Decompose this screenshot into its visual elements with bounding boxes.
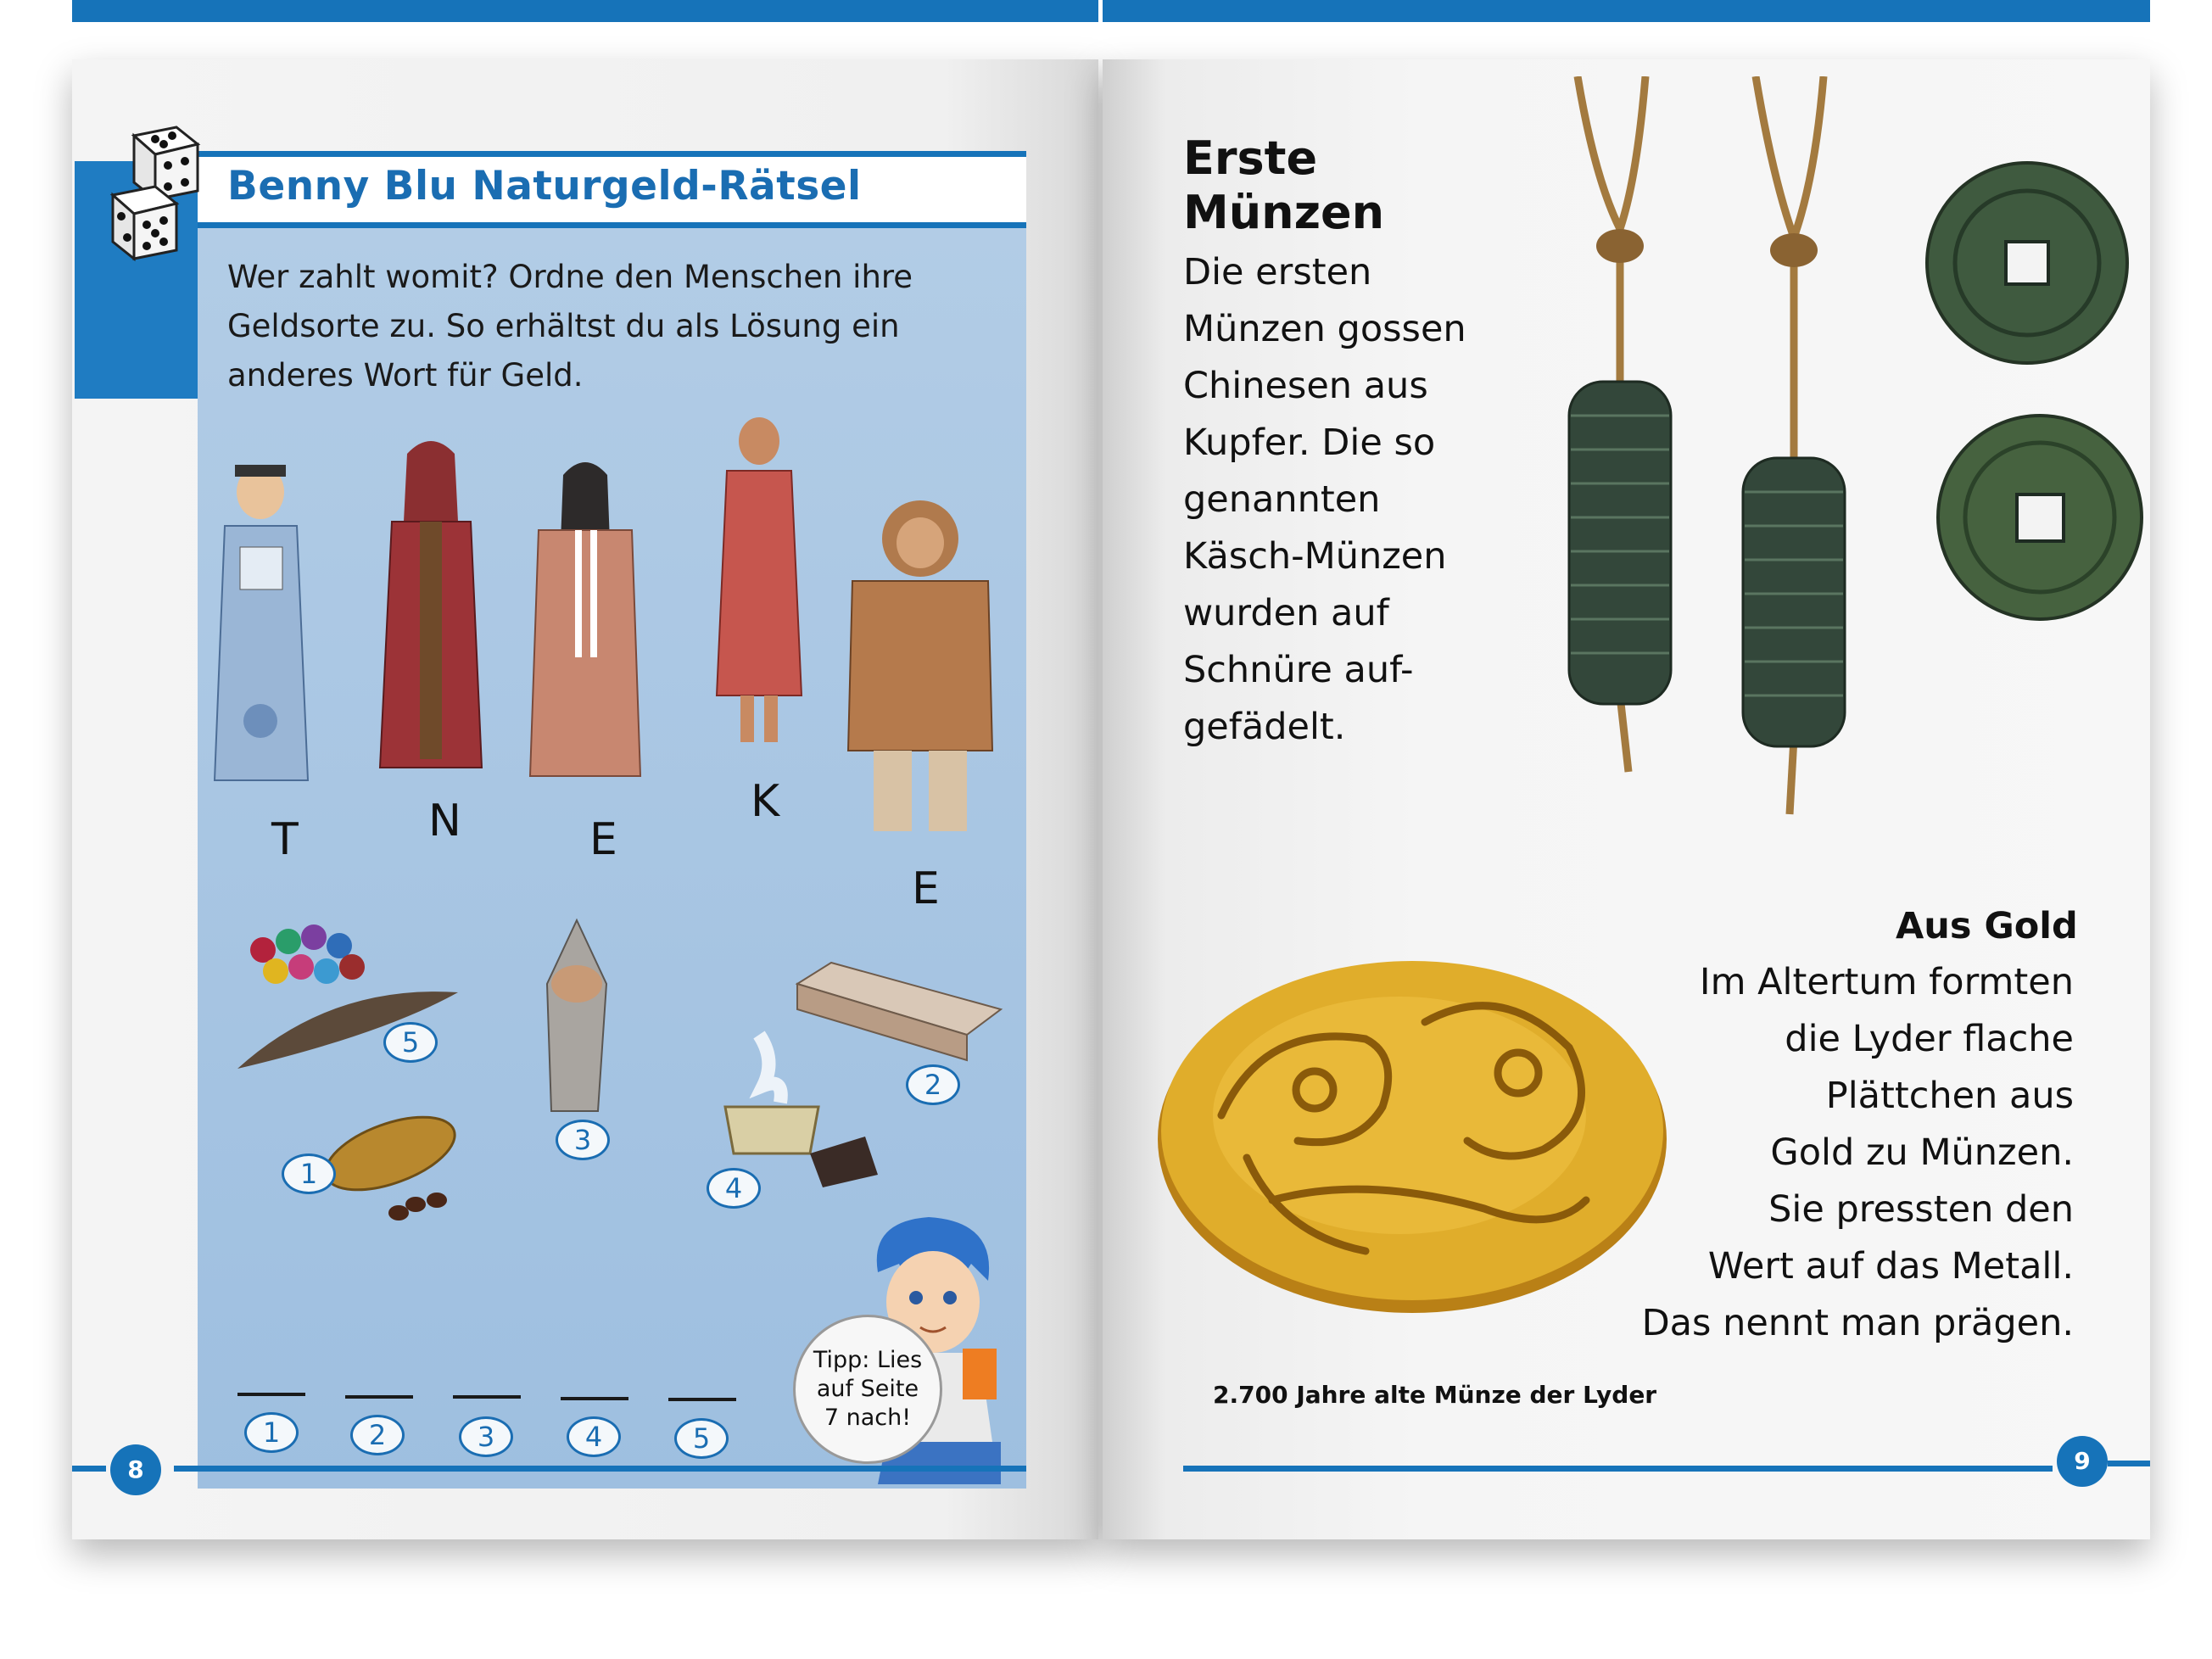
intro-line: anderes Wort für Geld. <box>227 357 584 394</box>
answer-blank[interactable] <box>561 1397 628 1400</box>
intro-line: Wer zahlt womit? Ordne den Menschen ihre <box>227 259 913 295</box>
page-number-left: 8 <box>110 1444 161 1495</box>
body-line: gefädelt. <box>1183 706 1346 748</box>
right-footer-tick <box>2108 1461 2150 1466</box>
cocoa-illustration <box>314 1103 466 1221</box>
right-footer-line <box>1183 1466 2053 1472</box>
item-number-badge: 4 <box>707 1168 761 1209</box>
item-number-badge: 2 <box>906 1064 960 1105</box>
left-footer-tick <box>72 1466 106 1472</box>
answer-blank[interactable] <box>668 1398 736 1401</box>
puzzle-title: Benny Blu Naturgeld-Rätsel <box>227 163 862 209</box>
body-line: Käsch-Münzen <box>1183 535 1447 578</box>
gold-line: Im Altertum formten <box>1699 961 2074 1003</box>
item-number-badge: 1 <box>282 1153 336 1194</box>
person-illustration <box>526 445 645 802</box>
left-footer-line <box>174 1466 1026 1472</box>
gold-line: Wert auf das Metall. <box>1707 1245 2074 1288</box>
tip-line: 7 nach! <box>824 1405 912 1431</box>
tip-bubble <box>793 1315 942 1464</box>
person-illustration <box>373 428 488 785</box>
body-line: Münzen gossen <box>1183 308 1466 350</box>
heading-line: Erste <box>1183 131 1318 185</box>
answer-number-badge: 2 <box>350 1415 405 1455</box>
coin-caption: 2.700 Jahre alte Münze der Lyder <box>1213 1381 1657 1409</box>
letter-4: K <box>751 776 780 827</box>
person-illustration <box>835 496 1005 844</box>
body-line: Schnüre auf- <box>1183 649 1414 691</box>
answer-number-badge: 5 <box>674 1418 729 1459</box>
gold-line: die Lyder flache <box>1785 1018 2074 1060</box>
answer-blank[interactable] <box>453 1395 521 1399</box>
dice-icon <box>109 119 227 263</box>
gold-line: Plättchen aus <box>1825 1075 2074 1117</box>
gold-heading: Aus Gold <box>1896 905 2078 947</box>
lydian-gold-coin-illustration <box>1145 946 1679 1327</box>
body-line: genannten <box>1183 478 1381 521</box>
answer-number-badge: 4 <box>567 1416 621 1457</box>
body-line: Die ersten <box>1183 251 1372 293</box>
puzzle-intro <box>227 253 991 400</box>
intro-line: Geldsorte zu. So erhältst du als Lösung ein <box>227 308 900 344</box>
left-top-bar <box>72 0 1098 22</box>
body-line: Chinesen aus <box>1183 365 1428 407</box>
gold-text <box>1642 954 2074 1352</box>
person-illustration <box>708 407 810 755</box>
gold-line: Gold zu Münzen. <box>1770 1131 2074 1174</box>
chinese-coins-illustration <box>1535 76 2146 840</box>
salt-bar-illustration <box>789 958 1009 1069</box>
dried-fish-illustration <box>534 916 619 1120</box>
answer-number-badge: 3 <box>459 1416 513 1457</box>
person-illustration <box>208 441 314 797</box>
body-line: Kupfer. Die so <box>1183 422 1436 464</box>
body-line: wurden auf <box>1183 592 1389 634</box>
tip-line: auf Seite <box>816 1376 919 1402</box>
answer-blank[interactable] <box>345 1395 413 1399</box>
answer-number-badge: 1 <box>244 1412 299 1453</box>
right-top-bar <box>1103 0 2150 22</box>
page-number-right: 9 <box>2057 1436 2108 1487</box>
letter-2: N <box>428 796 461 846</box>
gold-line: Sie pressten den <box>1768 1188 2074 1231</box>
item-number-badge: 3 <box>556 1120 610 1160</box>
tip-line: Tipp: Lies <box>813 1347 923 1373</box>
section-heading <box>1183 131 1384 240</box>
title-line-bottom <box>198 222 1026 228</box>
coin-text <box>1183 244 1466 756</box>
answer-blank[interactable] <box>237 1393 305 1396</box>
heading-line: Münzen <box>1183 186 1385 239</box>
item-number-badge: 5 <box>383 1022 438 1063</box>
letter-5: E <box>912 863 940 914</box>
letter-3: E <box>589 814 617 865</box>
gold-line: Das nennt man prägen. <box>1641 1302 2074 1344</box>
title-line-top <box>198 151 1026 157</box>
letter-1: T <box>271 814 299 865</box>
